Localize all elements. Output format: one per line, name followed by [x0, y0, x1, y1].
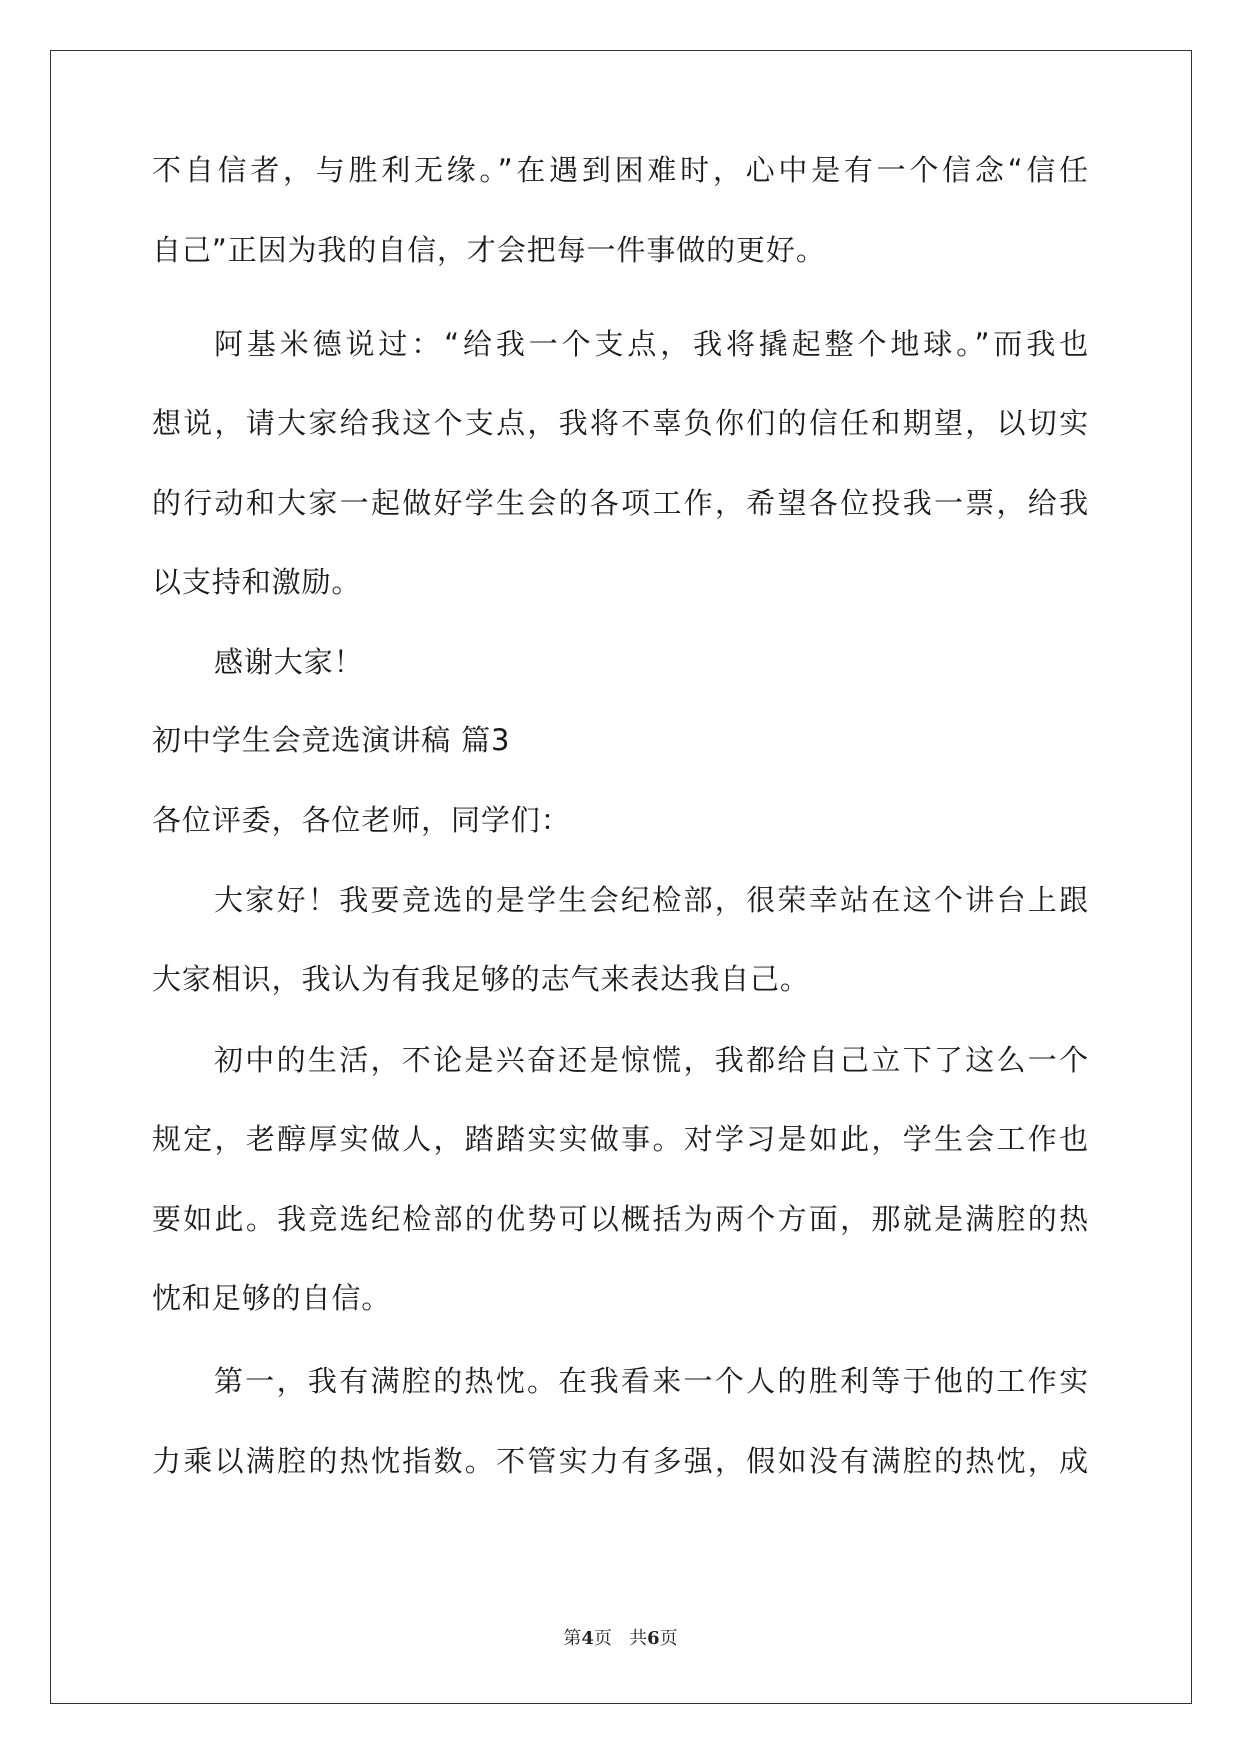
paragraph-line: 力乘以满腔的热忱指数。不管实力有多强，假如没有满腔的热忱，成 — [152, 1444, 1089, 1478]
paragraph-line: 阿基米德说过：“给我一个支点，我将撬起整个地球。”而我也 — [214, 327, 1089, 361]
footer-suffix: 页 — [659, 1628, 678, 1649]
paragraph-line: 不自信者，与胜利无缘。”在遇到困难时，心中是有一个信念“信任 — [152, 153, 1089, 187]
total-page-number: 6 — [647, 1628, 660, 1649]
footer-prefix: 第 — [563, 1628, 582, 1649]
paragraph-line: 规定，老醇厚实做人，踏踏实实做事。对学习是如此，学生会工作也 — [152, 1122, 1089, 1156]
section-heading: 初中学生会竞选演讲稿 篇3 — [152, 723, 511, 757]
paragraph-line: 初中的生活，不论是兴奋还是惊慌，我都给自己立下了这么一个 — [214, 1043, 1089, 1077]
paragraph-line: 想说，请大家给我这个支点，我将不辜负你们的信任和期望，以切实 — [152, 406, 1089, 440]
paragraph-line: 要如此。我竞选纪检部的优势可以概括为两个方面，那就是满腔的热 — [152, 1202, 1089, 1236]
paragraph-line: 自己”正因为我的自信，才会把每一件事做的更好。 — [152, 233, 826, 267]
current-page-number: 4 — [581, 1628, 594, 1649]
page-footer — [0, 1624, 1241, 1650]
footer-middle: 页 共 — [593, 1628, 648, 1649]
paragraph-line: 的行动和大家一起做好学生会的各项工作，希望各位投我一票，给我 — [152, 486, 1089, 520]
salutation: 各位评委，各位老师，同学们： — [152, 803, 571, 837]
paragraph-line: 大家相识，我认为有我足够的志气来表达我自己。 — [152, 962, 810, 996]
paragraph-line: 以支持和激励。 — [152, 565, 362, 599]
paragraph-line: 第一，我有满腔的热忱。在我看来一个人的胜利等于他的工作实 — [214, 1364, 1089, 1398]
paragraph-line: 感谢大家！ — [214, 645, 364, 679]
paragraph-line: 忱和足够的自信。 — [152, 1281, 392, 1315]
paragraph-line: 大家好！我要竞选的是学生会纪检部，很荣幸站在这个讲台上跟 — [214, 883, 1089, 917]
